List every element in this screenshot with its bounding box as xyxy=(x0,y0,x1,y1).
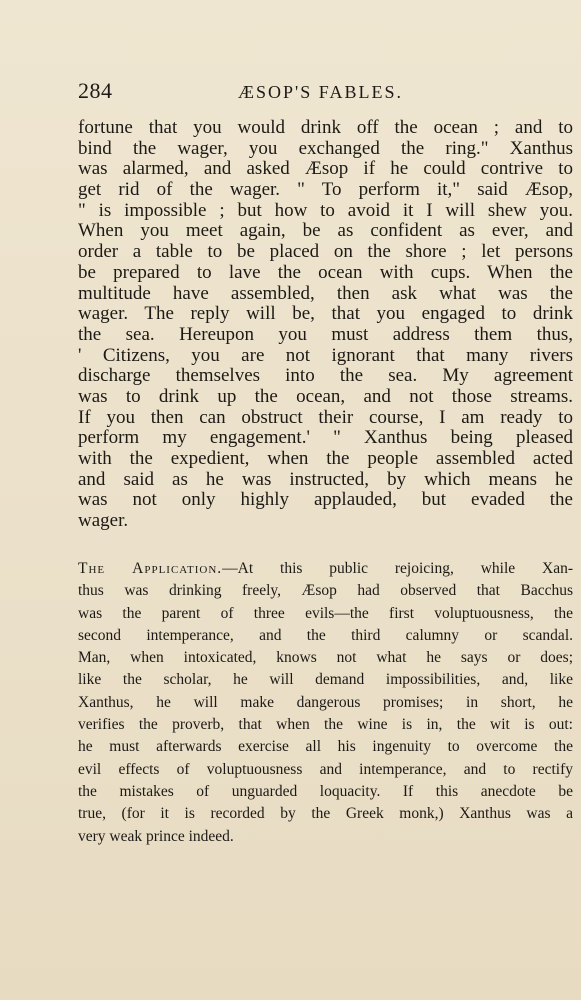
application-line: was the parent of three evils—the first voluptuousness, the xyxy=(78,604,573,622)
application-line: very weak prince indeed. xyxy=(78,827,234,845)
text-line: with the expedient, when the people assembled acted xyxy=(78,448,573,469)
application-line: like the scholar, he will demand impossibilities, and, like xyxy=(78,671,573,689)
application-line: Xanthus, he will make dangerous promises; in short, he xyxy=(78,693,573,711)
text-line: multitude have assembled, then ask what was the xyxy=(78,282,573,304)
text-line: was alarmed, and asked Æsop if he could contrive to xyxy=(78,158,573,180)
text-line: was not only highly applauded, but evaded the xyxy=(78,489,573,511)
application-line: he must afterwards exercise all his ingenuity to overcome the xyxy=(78,738,573,756)
application-line: thus was drinking freely, Æsop had observed that Bacchus xyxy=(78,582,573,600)
text-line: was to drink up the ocean, and not those streams. xyxy=(78,385,573,407)
text-line: wager. xyxy=(78,510,129,532)
text-line: the sea. Hereupon you must address them thus, xyxy=(78,323,573,345)
text-line: get rid of the wager. " To perform it," said Æsop, xyxy=(78,179,573,201)
text-line: ' Citizens, you are not ignorant that many rivers xyxy=(78,344,573,366)
text-line: wager. The reply will be, that you engaged to drink xyxy=(78,303,573,325)
application-line: evil effects of voluptuousness and intemperance, and to rectify xyxy=(78,760,573,778)
page-header xyxy=(78,77,573,105)
application-line: verifies the proverb, that when the wine is in, the wit is out: xyxy=(78,716,573,734)
fable-text xyxy=(78,118,573,532)
page-number: 284 xyxy=(78,78,113,103)
application-line: the mistakes of unguarded loquacity. If this anecdote be xyxy=(78,782,573,800)
text-line: discharge themselves into the sea. My agreement xyxy=(78,365,573,387)
text-line: be prepared to lave the ocean with cups. When the xyxy=(78,261,573,283)
application-first-line xyxy=(78,558,573,580)
text-line: bind the wager, you exchanged the ring." Xanthus xyxy=(78,137,573,159)
application-section xyxy=(78,558,573,848)
text-line: When you meet again, be as confident as ever, and xyxy=(78,220,573,242)
text-line: If you then can obstruct their course, I am ready to xyxy=(78,406,573,428)
text-line: and said as he was instructed, by which means he xyxy=(78,468,573,490)
text-line: perform my engagement.' " Xanthus being pleased xyxy=(78,427,573,449)
text-line: " is impossible ; but how to avoid it I will shew you. xyxy=(78,199,573,221)
text-line: order a table to be placed on the shore ; let persons xyxy=(78,241,573,263)
text-line: fortune that you would drink off the ocean ; and to xyxy=(78,117,573,138)
application-heading: The Application. xyxy=(78,560,223,577)
running-title: ÆSOP'S FABLES. xyxy=(238,82,403,102)
application-line: Man, when intoxicated, knows not what he says or does; xyxy=(78,649,573,667)
application-line: true, (for it is recorded by the Greek monk,) Xanthus was a xyxy=(78,805,573,823)
application-first-line-text: —At this public rejoicing, while Xan- xyxy=(222,560,573,577)
application-line: second intemperance, and the third calumny or scandal. xyxy=(78,626,573,644)
